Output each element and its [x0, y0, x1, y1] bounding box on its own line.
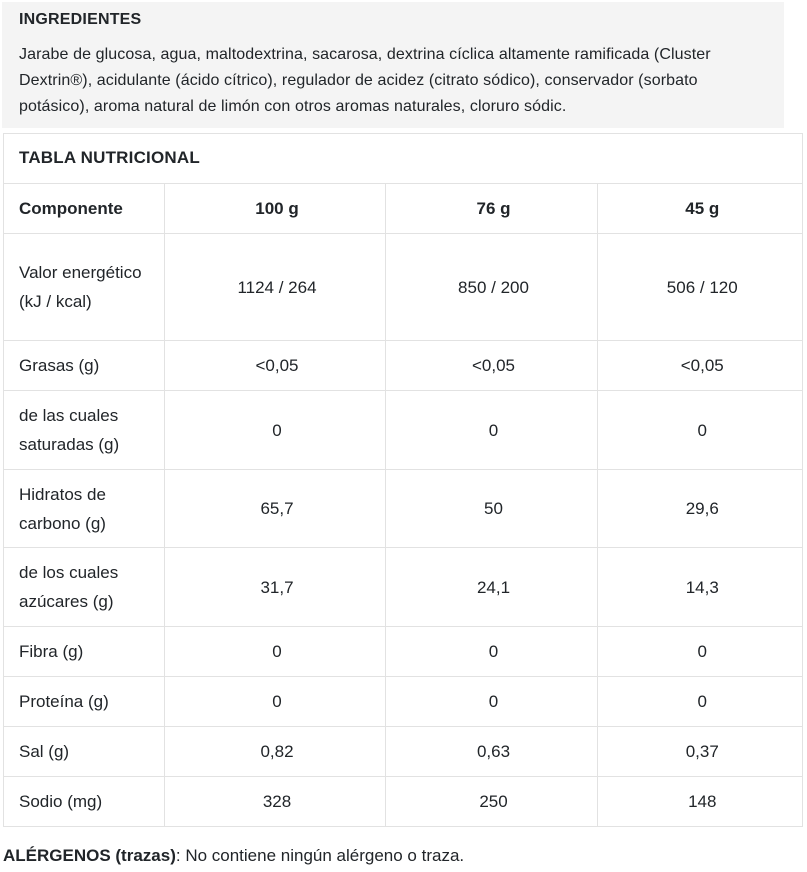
cell-value: 0 — [597, 627, 802, 677]
table-row — [4, 777, 802, 826]
cell-value: 506 / 120 — [597, 234, 802, 341]
cell-value: 0 — [385, 677, 597, 727]
header-100g: 100 g — [164, 184, 385, 234]
row-label: Grasas (g) — [4, 341, 164, 391]
cell-value: <0,05 — [385, 341, 597, 391]
cell-value: 29,6 — [597, 470, 802, 548]
cell-value: 328 — [164, 777, 385, 826]
cell-value: 0 — [385, 391, 597, 470]
table-row — [4, 677, 802, 727]
cell-value: 0,63 — [385, 727, 597, 777]
cell-value: 0 — [597, 391, 802, 470]
row-label: Valor energético (kJ / kcal) — [4, 234, 164, 341]
row-label: Sodio (mg) — [4, 777, 164, 826]
row-label: Hidratos de carbono (g) — [4, 470, 164, 548]
cell-value: 148 — [688, 791, 717, 811]
header-45g: 45 g — [597, 184, 802, 234]
ingredients-title: INGREDIENTES — [19, 11, 142, 28]
cell-value: <0,05 — [164, 341, 385, 391]
cell-value: 50 — [385, 470, 597, 548]
cell-value: 0 — [597, 677, 802, 727]
cell-value: 0,37 — [597, 727, 802, 777]
cell-value: 24,1 — [385, 548, 597, 627]
cell-value: 14,3 — [597, 548, 802, 627]
table-row — [4, 727, 802, 777]
ingredients-text: Jarabe de glucosa, agua, maltodextrina, sacarosa, dextrina cíclica altamente ramificada (Cluster Dextrin®), acidulante (ácido cítrico), regulador de acidez (citrato sódico), conservador (sorbato potásico), aroma natural de limón con otros aromas naturales, cloruro sódic. — [19, 46, 711, 115]
cell-value: 250 — [385, 777, 597, 826]
nutrition-table-section — [3, 133, 803, 827]
cell-value: 0 — [385, 627, 597, 677]
table-row — [4, 234, 802, 341]
row-label: de los cuales azúcares (g) — [4, 548, 164, 627]
row-label: Proteína (g) — [4, 677, 164, 727]
cell-value: 1124 / 264 — [164, 234, 385, 341]
cell-value: 31,7 — [164, 548, 385, 627]
cell-value: 0 — [164, 677, 385, 727]
cell-value: 65,7 — [164, 470, 385, 548]
cell-value: <0,05 — [597, 341, 802, 391]
allergens-note — [3, 845, 464, 867]
table-row — [4, 391, 802, 470]
header-component: Componente — [4, 184, 164, 234]
nutrition-table — [4, 184, 802, 826]
ingredients-section — [2, 2, 784, 128]
cell-value: 0 — [164, 627, 385, 677]
allergens-label: ALÉRGENOS (trazas) — [3, 846, 176, 865]
allergens-text: : No contiene ningún alérgeno o traza. — [175, 846, 465, 865]
table-header-row — [4, 184, 802, 234]
row-label: de las cuales saturadas (g) — [4, 391, 164, 470]
row-label: Fibra (g) — [4, 627, 164, 677]
cell-value: 850 / 200 — [385, 234, 597, 341]
table-row — [4, 470, 802, 548]
cell-value: 0 — [164, 391, 385, 470]
table-row — [4, 627, 802, 677]
table-row — [4, 341, 802, 391]
nutrition-title: TABLA NUTRICIONAL — [4, 134, 802, 184]
cell-value: 0,82 — [164, 727, 385, 777]
row-label: Sal (g) — [4, 727, 164, 777]
table-row — [4, 548, 802, 627]
header-76g: 76 g — [385, 184, 597, 234]
